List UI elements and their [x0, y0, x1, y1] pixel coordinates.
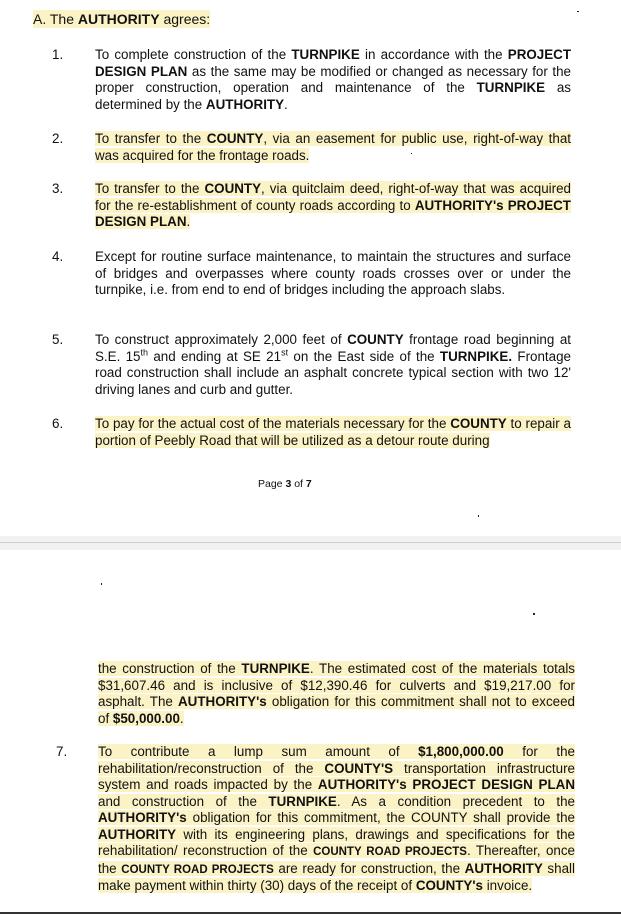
- item-text-7: [98, 744, 575, 895]
- text-run: .: [284, 96, 288, 112]
- text-run: Frontage road construction shall include an asphalt concrete typical section with two 12' driving lanes and curb and gutter.: [95, 348, 571, 397]
- bold-run: TURNPIKE: [291, 47, 360, 62]
- bold-run: COUNTY: [204, 181, 262, 196]
- text-run: .: [179, 710, 184, 726]
- item-number-6: 6.: [52, 416, 64, 431]
- bold-run: COUNTY'S: [324, 760, 394, 776]
- bold-run: AUTHORITY's: [178, 694, 267, 709]
- item-text-1: [95, 47, 571, 113]
- text-run: To transfer to the: [95, 131, 207, 146]
- section-heading: [33, 10, 210, 28]
- item-number-4: 4.: [52, 249, 64, 264]
- text-run: , via quitclaim deed, right-of-way that was acquired for the re-establishment of county roads according to: [95, 181, 571, 213]
- item-text-4: [95, 249, 571, 299]
- text-run: shall make payment within thirty (30) days of the receipt of: [98, 860, 575, 893]
- footer-mid: of: [291, 478, 306, 490]
- text-run: , via an easement for public use, right-of-way that was acquired for the frontage roads.: [95, 131, 571, 163]
- bold-run: AUTHORITY's PROJECT DESIGN PLAN: [95, 197, 571, 229]
- item-number-7: 7.: [56, 744, 68, 759]
- bold-run: AUTHORITY: [205, 96, 285, 112]
- text-run: the construction of the: [98, 661, 242, 676]
- text-body: [95, 181, 571, 229]
- footer-current-page: 3: [285, 478, 292, 490]
- scan-speck: [577, 11, 579, 12]
- bold-run: TURNPIKE: [241, 661, 310, 676]
- text-run: th: [140, 347, 149, 358]
- text-run: To contribute a lump sum amount of: [98, 744, 419, 759]
- item-number-5: 5.: [52, 332, 64, 347]
- item-6-continuation: [98, 661, 575, 727]
- text-body: [95, 416, 571, 448]
- text-body: [98, 661, 575, 726]
- item-text-2: [95, 131, 571, 164]
- text-run: To transfer to the: [95, 181, 205, 196]
- bold-run: $1,800,000.00: [418, 744, 504, 759]
- bottom-edge: [0, 912, 621, 914]
- text-run: frontage road beginning at S.E. 15: [95, 332, 571, 364]
- page-break-line: [0, 542, 621, 543]
- item-number-3: 3.: [52, 181, 64, 196]
- text-body: [95, 47, 571, 112]
- text-run: and construction of the: [98, 793, 269, 809]
- bold-run: AUTHORITY: [464, 860, 543, 876]
- page-footer: [258, 478, 312, 490]
- item-number-1: 1.: [52, 47, 64, 62]
- page-break: [0, 536, 621, 550]
- text-run: To construct approximately 2,000 feet of: [95, 332, 348, 347]
- text-run: as determined by the: [95, 80, 571, 112]
- bold-run: TURNPIKE: [476, 80, 546, 95]
- text-run: are ready for construction, the: [273, 860, 465, 876]
- bold-run: PROJECT DESIGN PLAN: [95, 47, 572, 79]
- bold-run: AUTHORITY's: [98, 810, 187, 825]
- section-authority: AUTHORITY: [77, 11, 160, 27]
- bold-run: COUNTY: [450, 416, 507, 431]
- text-run: Except for routine surface maintenance, to maintain the structures and surface of bridges and overpasses where county roads crosses over or under the turnpike, i.e. from end to end of bridges including the approach slabs.: [95, 249, 571, 297]
- text-run: . Thereafter, once the: [98, 843, 575, 876]
- text-run: invoice.: [482, 878, 533, 893]
- text-run: for the rehabilitation/reconstruction of the: [98, 744, 576, 776]
- item-text-5: [95, 332, 571, 398]
- text-body: [95, 332, 571, 397]
- section-post: agrees:: [163, 11, 211, 27]
- item-number-2: 2.: [52, 131, 64, 146]
- document-page-4: [0, 550, 621, 915]
- scan-speck: [478, 515, 479, 517]
- text-body: [95, 131, 571, 163]
- text-run: in accordance with the: [359, 47, 508, 62]
- text-run: transportation infrastructure system and roads impacted by the: [98, 760, 575, 792]
- text-run: with its engineering plans, drawings and specifications for the rehabilitation/ reconstruction of the: [98, 826, 575, 858]
- bold-run: COUNTY: [206, 131, 264, 146]
- text-run: To pay for the actual cost of the materials necessary for the: [95, 416, 451, 431]
- text-run: to repair a portion of Peebly Road that will be utilized as a detour route during: [95, 416, 571, 448]
- text-run: on the East side of the: [288, 348, 440, 364]
- footer-total-pages: 7: [305, 478, 312, 490]
- section-label: A.: [33, 11, 47, 27]
- bold-run: COUNTY ROAD PROJECTS: [313, 846, 467, 858]
- text-body: [98, 744, 575, 893]
- text-run: and ending at SE 21: [148, 348, 282, 364]
- text-run: as the same may be modified or changed as necessary for the proper construction, operation and maintenance of the: [95, 63, 572, 95]
- bold-run: $50,000.00: [112, 710, 180, 726]
- bold-run: AUTHORITY: [98, 826, 177, 842]
- text-run: . As a condition precedent to the: [336, 793, 576, 809]
- bold-run: TURNPIKE.: [439, 348, 513, 364]
- item-text-3: [95, 181, 571, 231]
- scan-speck: [101, 583, 102, 585]
- section-pre: The: [49, 11, 74, 27]
- bold-run: COUNTY's: [415, 878, 483, 893]
- bold-run: COUNTY: [347, 332, 404, 347]
- text-run: obligation for this commitment, the COUNTY shall provide the: [186, 810, 575, 825]
- text-run: . The estimated cost of the materials totals $31,607.46 and is inclusive of $12,390.46 for culverts and $19,217.00 for asphalt. The: [98, 661, 575, 709]
- bold-run: AUTHORITY's PROJECT DESIGN PLAN: [317, 777, 575, 792]
- text-run: obligation for this commitment shall not to exceed of: [98, 694, 575, 726]
- text-run: To complete construction of the: [95, 47, 292, 62]
- text-run: .: [186, 214, 191, 229]
- scan-speck: [411, 153, 412, 154]
- text-body: [95, 249, 571, 297]
- bold-run: COUNTY ROAD PROJECTS: [121, 863, 274, 876]
- footer-pre: Page: [258, 478, 286, 490]
- text-run: st: [281, 347, 289, 358]
- scan-speck: [533, 613, 535, 615]
- bold-run: TURNPIKE: [268, 793, 337, 809]
- item-text-6: [95, 416, 571, 449]
